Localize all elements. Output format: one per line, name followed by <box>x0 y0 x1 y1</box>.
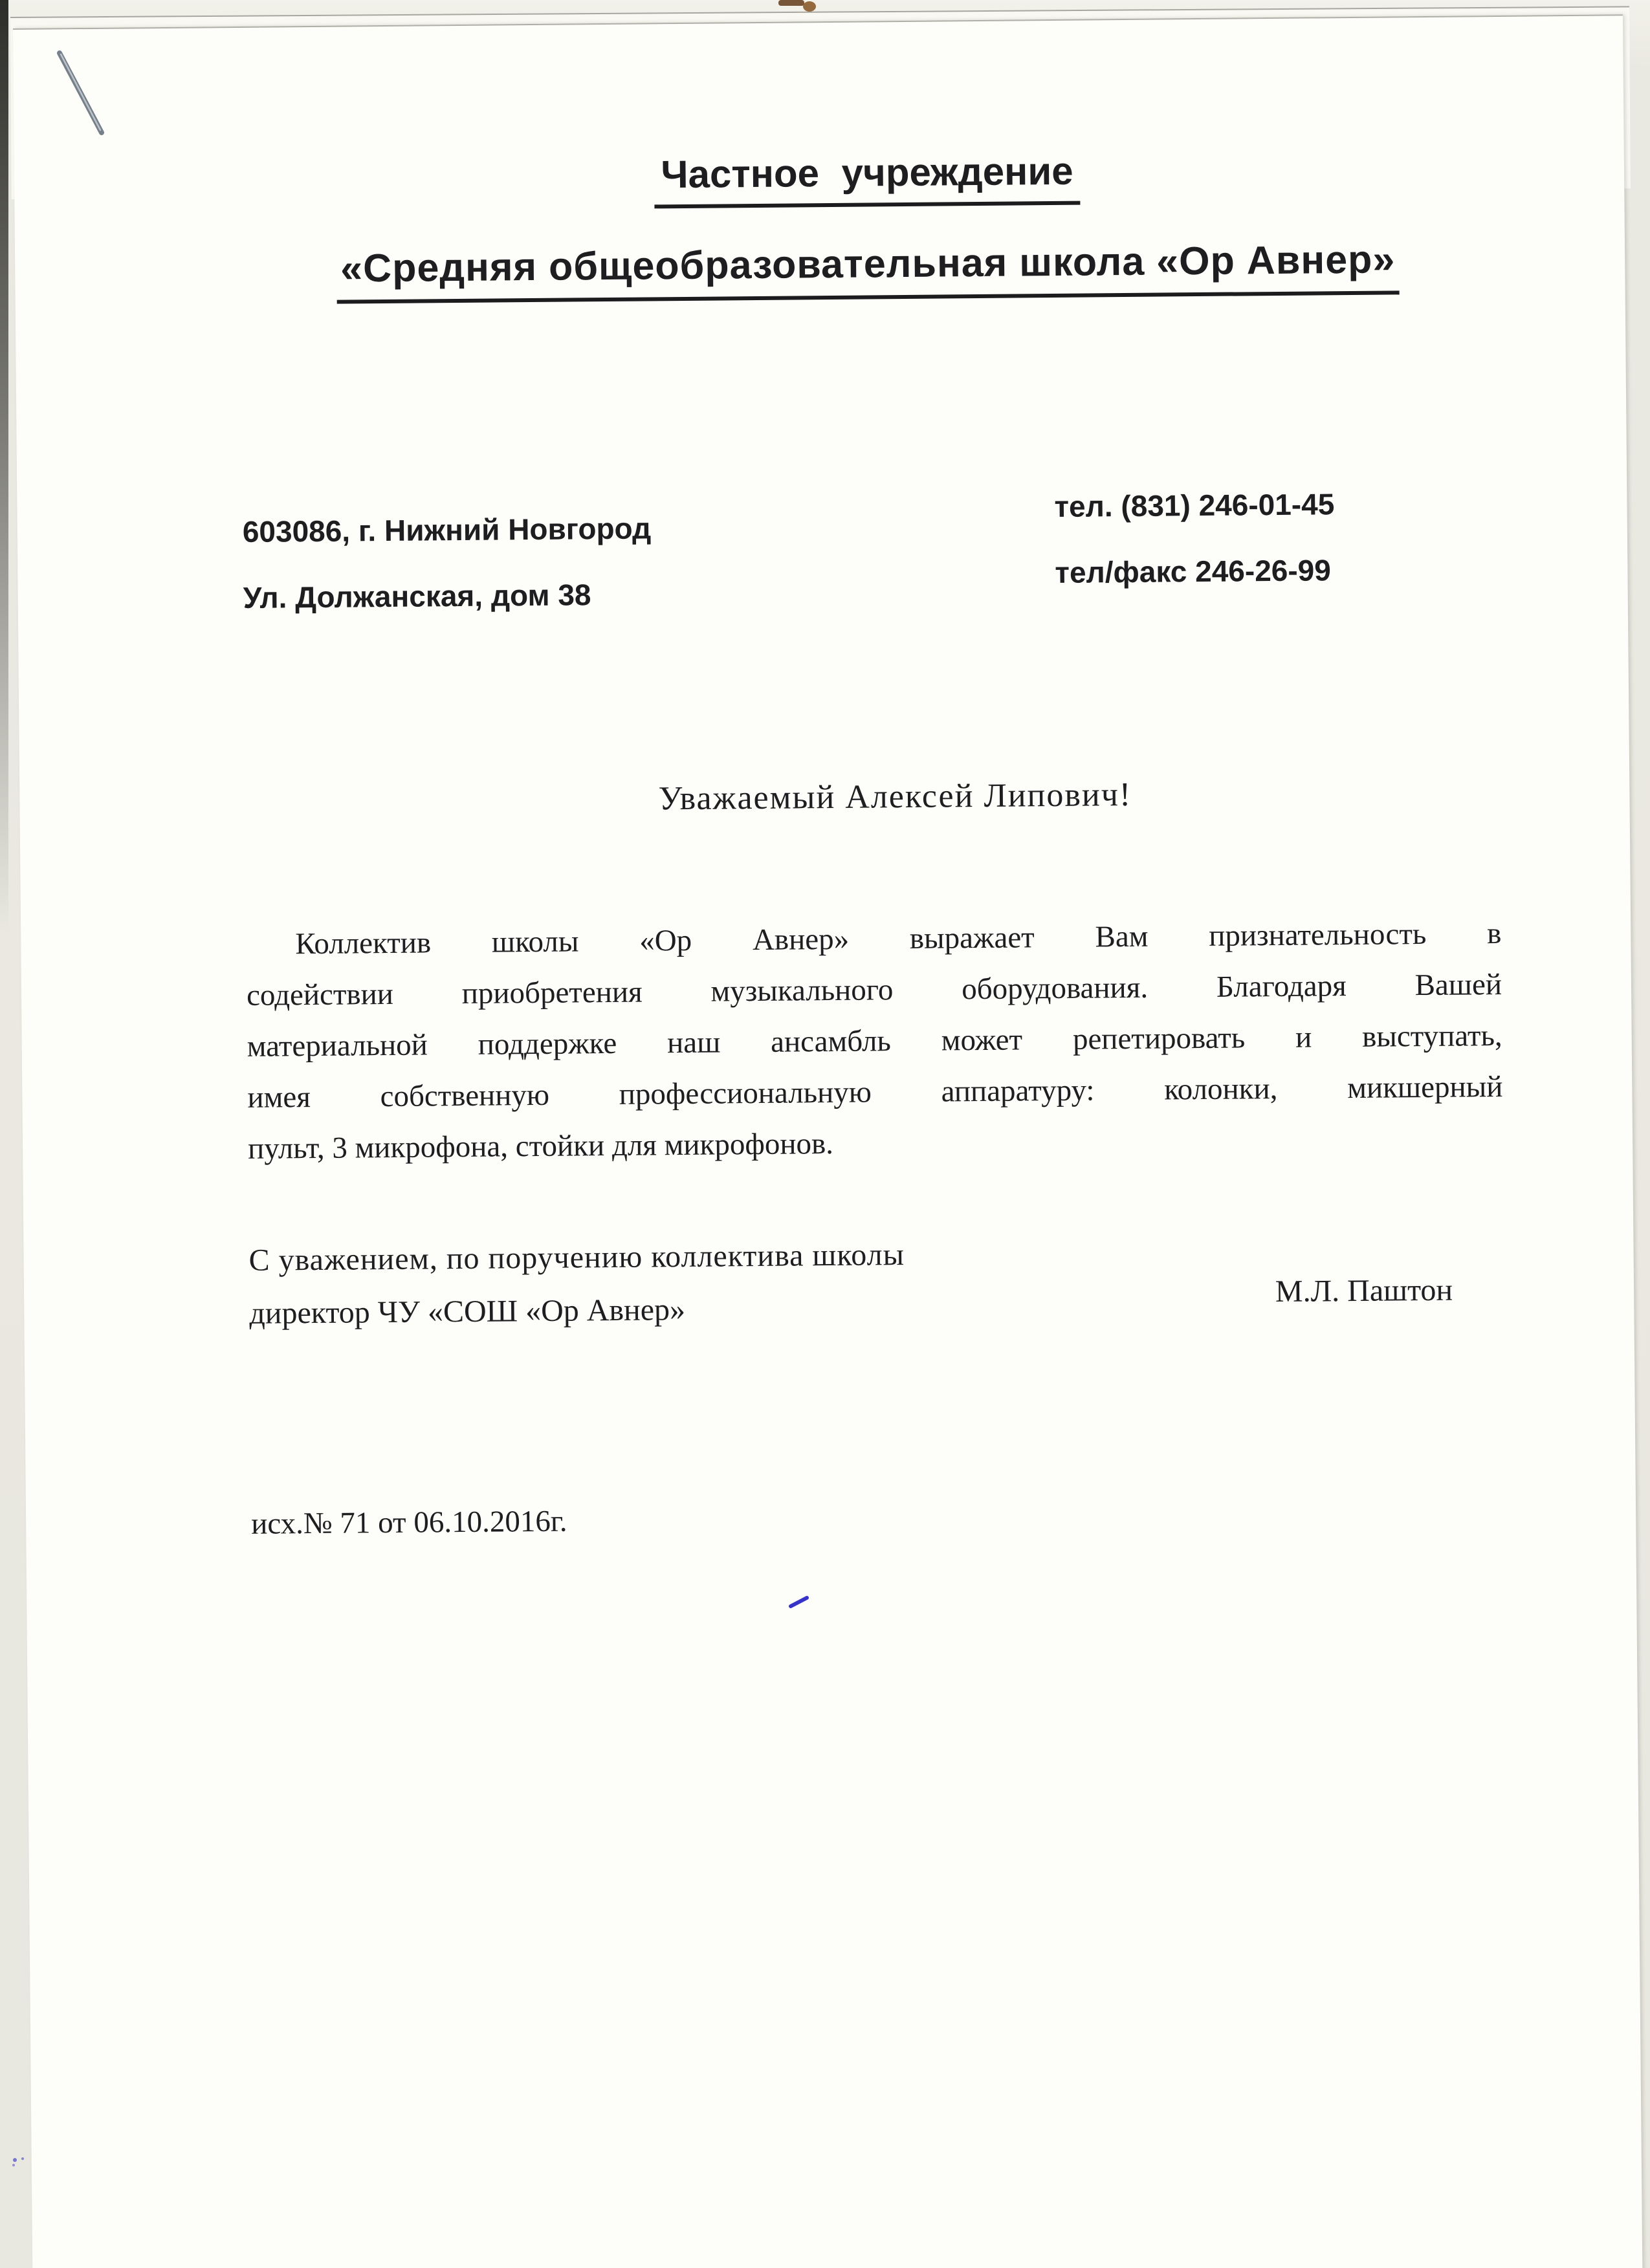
postal-city-line: 603086, г. Нижний Новгород <box>242 511 652 549</box>
fax-line: тел/факс 246-26-99 <box>1055 553 1332 589</box>
contact-block <box>242 470 1497 615</box>
signature-name: М.Л. Паштон <box>1275 1272 1453 1309</box>
ink-specks <box>12 2157 24 2166</box>
address-column <box>242 495 652 631</box>
rust-spot <box>778 0 816 12</box>
body-line: материальной поддержке наш ансамбль может репетировать и выступать, <box>247 1018 1502 1063</box>
letterhead-title: Частное учреждение <box>654 149 1080 209</box>
letter-body <box>246 908 1503 1175</box>
body-line: содействии приобретения музыкального оборудования. Благодаря Вашей <box>246 967 1502 1012</box>
letterhead-subtitle: «Средняя общеобразовательная школа «Ор Авнер» <box>336 236 1400 303</box>
body-line: пульт, 3 микрофона, стойки для микрофонов. <box>247 1127 834 1166</box>
letterhead-title-row <box>239 145 1495 212</box>
outgoing-reference: исх.№ 71 от 06.10.2016г. <box>250 1504 567 1541</box>
body-line: Коллектив школы «Ор Авнер» выражает Вам признательность в <box>295 916 1502 961</box>
closing-regards: С уважением, по поручению коллектива школы <box>248 1238 905 1278</box>
street-line: Ул. Должанская, дом 38 <box>243 578 591 615</box>
closing-row <box>249 1272 1504 1331</box>
body-line: имея собственную профессиональную аппаратуру: колонки, микшерный <box>247 1069 1503 1115</box>
phone-column <box>1054 471 1336 605</box>
phone-line: тел. (831) 246-01-45 <box>1054 487 1335 523</box>
scanner-edge-shadow <box>0 0 8 1035</box>
closing-position: директор ЧУ «СОШ «Ор Авнер» <box>249 1292 686 1331</box>
salutation: Уважаемый Алексей Липович! <box>658 776 1132 818</box>
letterhead-subtitle-row <box>240 235 1496 305</box>
letter-page <box>13 14 1643 2268</box>
letter-content <box>238 17 1513 2268</box>
